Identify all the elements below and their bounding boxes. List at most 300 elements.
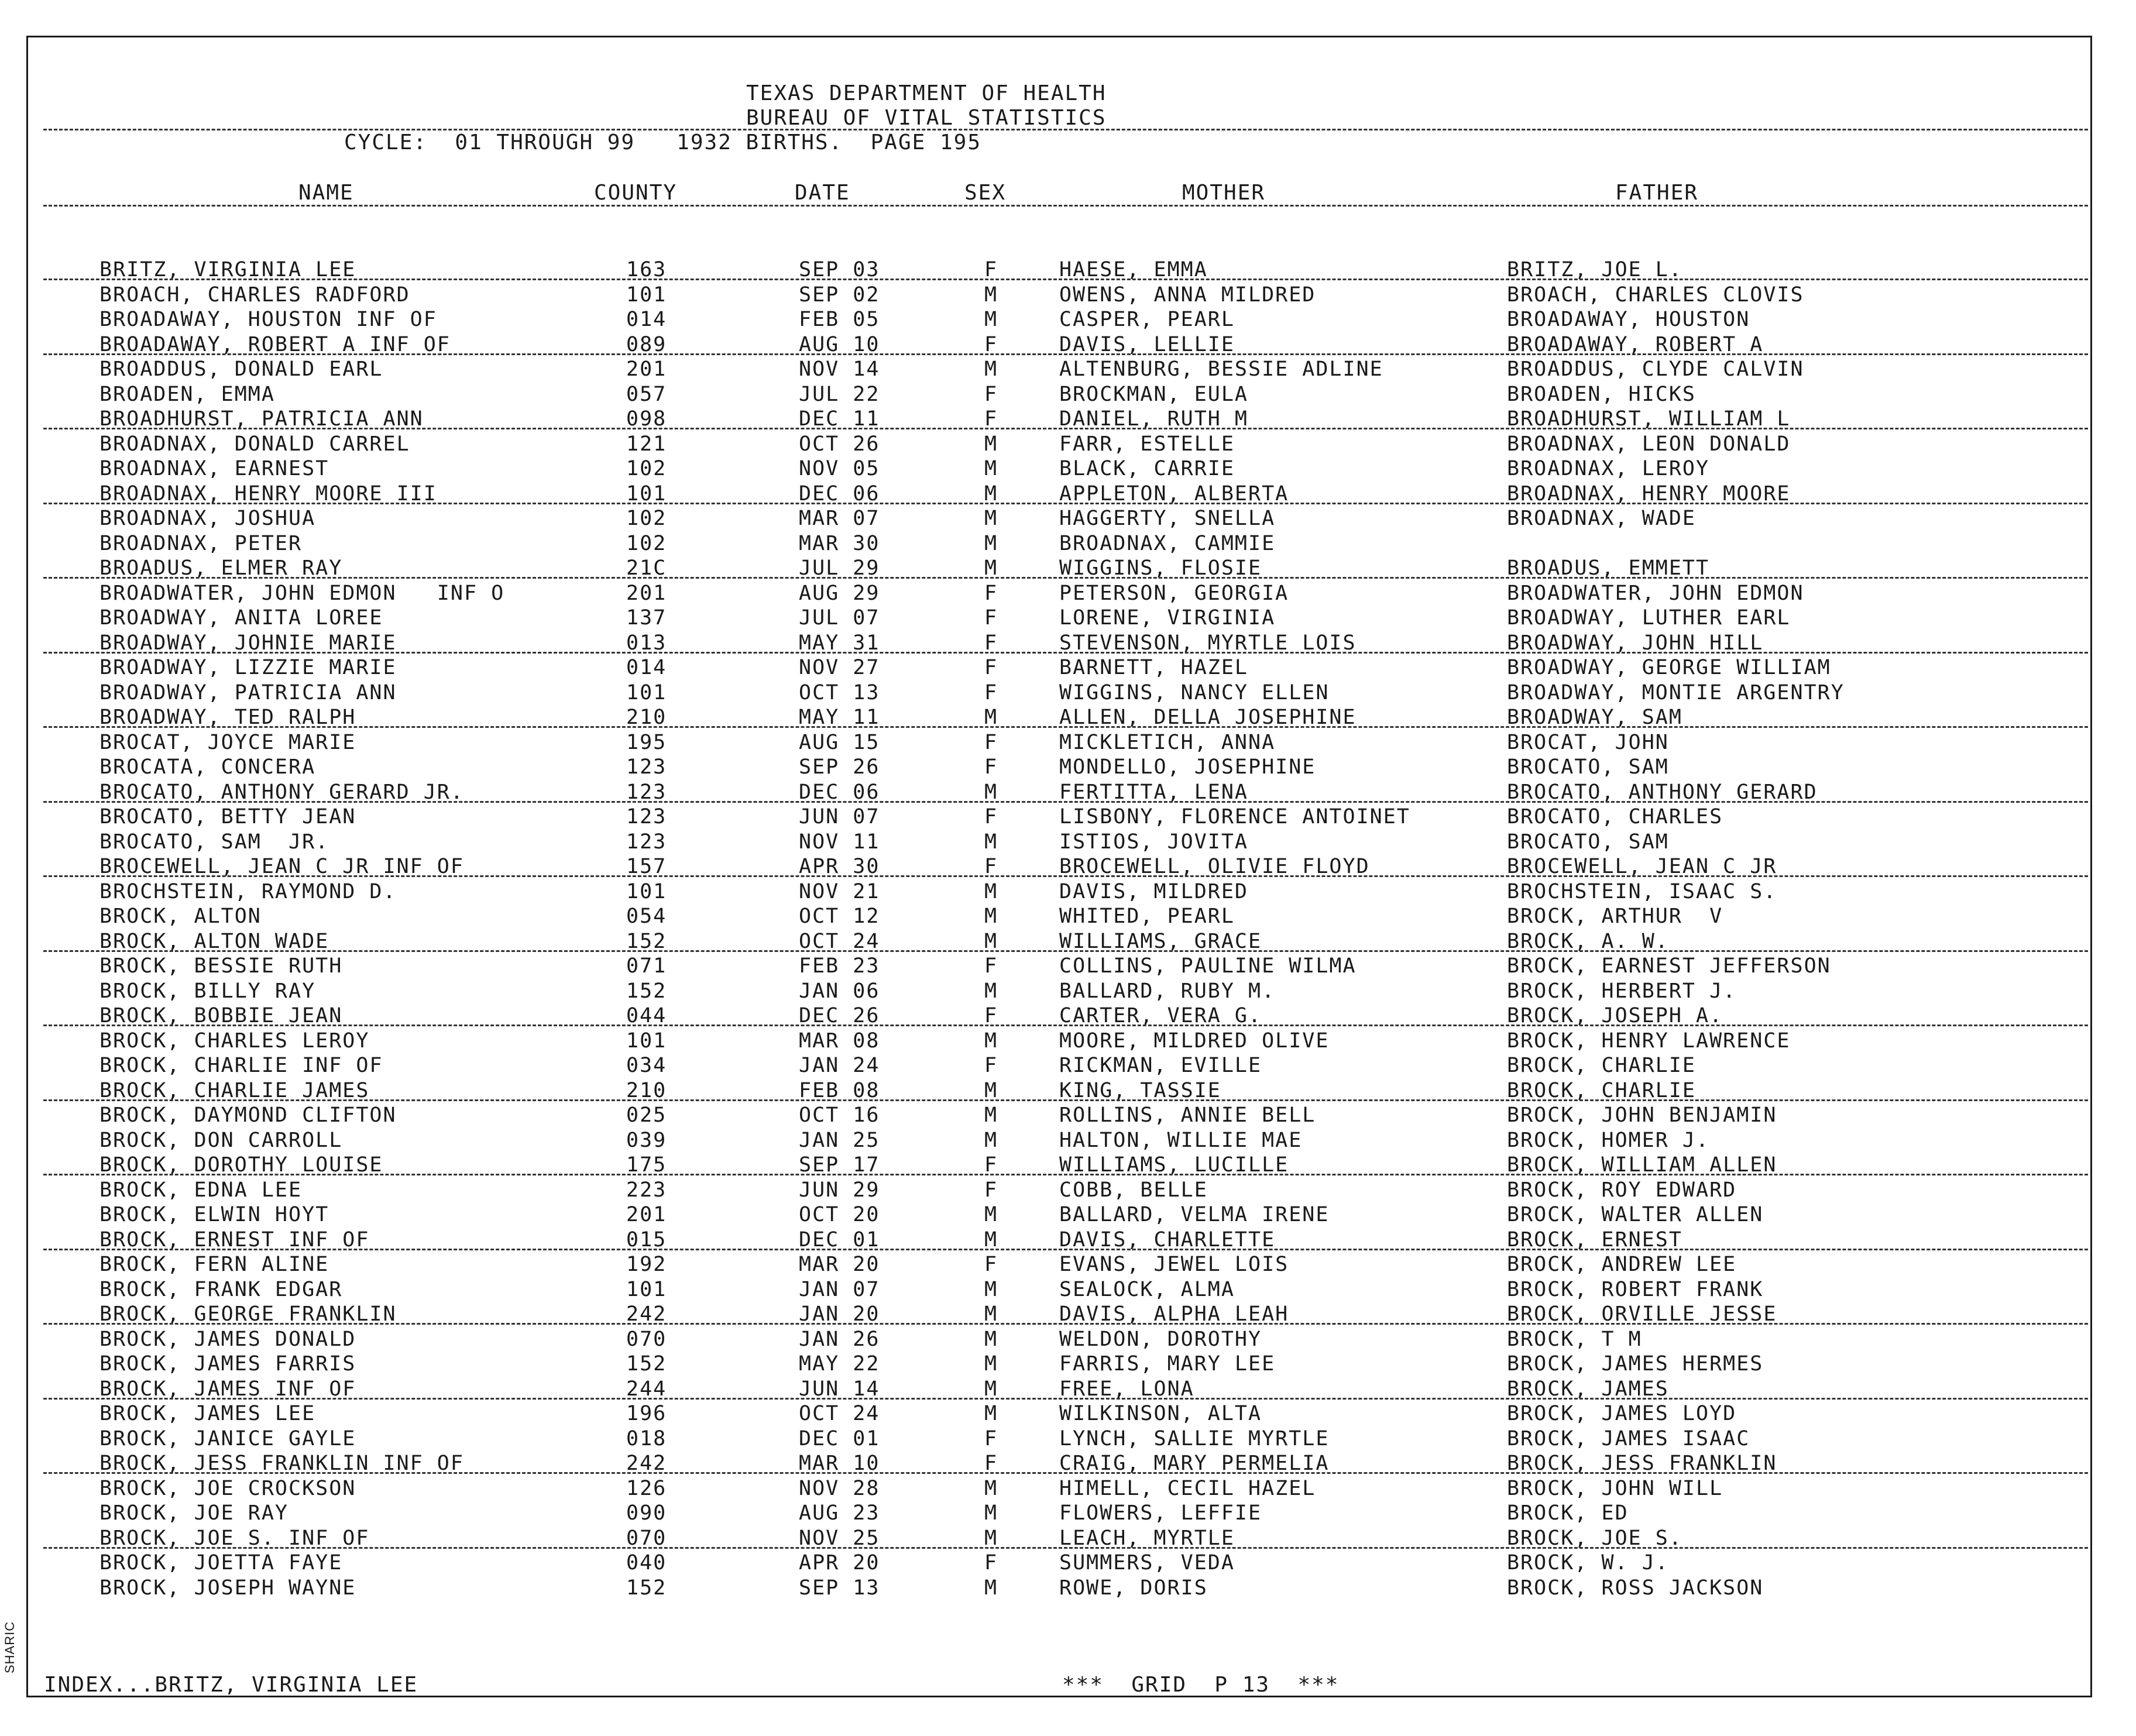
cell-county: 244 [626, 1377, 667, 1401]
row-divider [43, 1323, 2088, 1325]
cell-date: JUL 07 [799, 606, 880, 630]
cell-mother: ALTENBURG, BESSIE ADLINE [1059, 357, 1383, 381]
cell-name: BROADNAX, JOSHUA [99, 507, 316, 530]
cell-father: BROCATO, SAM [1507, 830, 1669, 854]
cell-name: BROCK, JAMES LEE [99, 1402, 316, 1425]
cell-name: BROADHURST, PATRICIA ANN [99, 407, 424, 431]
cell-sex: M [984, 507, 998, 530]
cell-sex: M [984, 308, 998, 331]
column-header-date: DATE [795, 181, 850, 205]
cell-father: BROADWAY, LUTHER EARL [1507, 606, 1791, 630]
cell-mother: HAGGERTY, SNELLA [1059, 507, 1276, 530]
cell-name: BROADWATER, JOHN EDMON INF O [99, 581, 505, 605]
cell-county: 137 [626, 606, 667, 630]
cell-father: BROCK, ED [1507, 1501, 1629, 1525]
cell-sex: F [984, 258, 998, 281]
cell-father: BROCK, ORVILLE JESSE [1507, 1302, 1777, 1326]
cell-mother: MONDELLO, JOSEPHINE [1059, 755, 1316, 779]
cell-name: BROCK, DAYMOND CLIFTON [99, 1104, 397, 1127]
cell-mother: KING, TASSIE [1059, 1078, 1221, 1102]
cell-date: SEP 03 [799, 258, 880, 281]
cell-name: BROCK, BOBBIE JEAN [99, 1004, 343, 1027]
cell-father: BROCK, A. W. [1507, 929, 1669, 953]
cell-date: OCT 12 [799, 905, 880, 928]
cell-date: FEB 05 [799, 308, 880, 331]
table-row [0, 382, 2136, 407]
column-header-name: NAME [298, 181, 354, 205]
cell-mother: FREE, LONA [1059, 1377, 1194, 1401]
table-row [0, 506, 2136, 531]
cell-name: BRITZ, VIRGINIA LEE [99, 258, 356, 281]
cell-name: BROCK, ELWIN HOYT [99, 1203, 329, 1226]
cell-mother: WILKINSON, ALTA [1059, 1402, 1262, 1425]
cell-mother: CRAIG, MARY PERMELIA [1059, 1452, 1330, 1475]
cell-date: SEP 02 [799, 283, 880, 307]
cell-county: 201 [626, 1203, 667, 1226]
cell-date: DEC 06 [799, 780, 880, 804]
table-row [0, 456, 2136, 481]
cell-father: BROCK, CHARLIE [1507, 1078, 1697, 1102]
cell-county: 157 [626, 855, 667, 878]
cell-date: MAR 30 [799, 531, 880, 555]
cell-sex: M [984, 1029, 998, 1053]
cell-name: BROCEWELL, JEAN C JR INF OF [99, 855, 464, 878]
cell-county: 101 [626, 482, 667, 506]
cell-date: APR 30 [799, 855, 880, 878]
cell-date: JUN 07 [799, 805, 880, 829]
cell-county: 242 [626, 1302, 667, 1326]
cell-name: BROADWAY, TED RALPH [99, 706, 356, 729]
cell-name: BROADUS, ELMER RAY [99, 556, 343, 580]
row-divider [43, 1398, 2088, 1400]
cell-sex: F [984, 730, 998, 754]
cell-date: FEB 23 [799, 954, 880, 978]
cell-sex: F [984, 1004, 998, 1027]
cell-father: BRITZ, JOE L. [1507, 258, 1682, 281]
cell-date: OCT 24 [799, 1402, 880, 1425]
cell-sex: M [984, 905, 998, 928]
cell-date: MAY 31 [799, 631, 880, 655]
cell-mother: WIGGINS, NANCY ELLEN [1059, 680, 1330, 704]
cell-mother: APPLETON, ALBERTA [1059, 482, 1289, 506]
cell-sex: M [984, 357, 998, 381]
cell-date: MAR 10 [799, 1452, 880, 1475]
cell-county: 098 [626, 407, 667, 431]
cell-father: BROCK, WILLIAM ALLEN [1507, 1153, 1777, 1177]
cell-sex: M [984, 1203, 998, 1226]
cell-father: BROADAWAY, ROBERT A [1507, 332, 1764, 356]
cell-name: BROCK, JESS FRANKLIN INF OF [99, 1452, 464, 1475]
cell-sex: F [984, 606, 998, 630]
cell-father: BROADUS, EMMETT [1507, 556, 1710, 580]
cell-mother: HALTON, WILLIE MAE [1059, 1128, 1303, 1152]
cell-county: 057 [626, 382, 667, 406]
cell-date: JAN 07 [799, 1277, 880, 1301]
table-row [0, 1103, 2136, 1127]
cell-name: BROCK, JANICE GAYLE [99, 1426, 356, 1450]
cell-date: JAN 26 [799, 1327, 880, 1351]
table-row [0, 655, 2136, 680]
cell-father: BROCATO, CHARLES [1507, 805, 1723, 829]
cell-name: BROCK, FRANK EDGAR [99, 1277, 343, 1301]
cell-sex: M [984, 1078, 998, 1102]
cell-date: JAN 20 [799, 1302, 880, 1326]
cell-father: BROCK, JOSEPH A. [1507, 1004, 1723, 1027]
cell-sex: F [984, 855, 998, 878]
table-row [0, 1178, 2136, 1202]
cell-date: SEP 26 [799, 755, 880, 779]
cell-sex: F [984, 1551, 998, 1575]
row-divider [43, 577, 2088, 579]
column-header-sex: SEX [964, 181, 1007, 205]
cell-father: BROADHURST, WILLIAM L [1507, 407, 1791, 431]
cell-date: NOV 14 [799, 357, 880, 381]
cell-sex: F [984, 656, 998, 679]
cell-mother: LYNCH, SALLIE MYRTLE [1059, 1426, 1330, 1450]
cell-county: 071 [626, 954, 667, 978]
cell-name: BROCK, JOE S. INF OF [99, 1526, 370, 1550]
table-row [0, 830, 2136, 854]
cell-date: AUG 29 [799, 581, 880, 605]
row-divider [43, 950, 2088, 952]
cell-date: JAN 06 [799, 979, 880, 1003]
cell-name: BROCK, EDNA LEE [99, 1178, 303, 1202]
cell-county: 126 [626, 1476, 667, 1500]
row-divider [43, 1249, 2088, 1250]
cell-mother: FERTITTA, LENA [1059, 780, 1249, 804]
cell-mother: SEALOCK, ALMA [1059, 1277, 1235, 1301]
column-header-father: FATHER [1615, 181, 1699, 205]
cell-father: BROCK, JAMES ISAAC [1507, 1426, 1750, 1450]
cell-county: 070 [626, 1327, 667, 1351]
cell-date: OCT 20 [799, 1203, 880, 1226]
cell-county: 044 [626, 1004, 667, 1027]
cell-father: BROCK, ROSS JACKSON [1507, 1576, 1764, 1600]
header-line2: BUREAU OF VITAL STATISTICS [746, 106, 1107, 130]
cell-name: BROACH, CHARLES RADFORD [99, 283, 410, 307]
cell-county: 210 [626, 1078, 667, 1102]
table-row [0, 1202, 2136, 1227]
cell-mother: BARNETT, HAZEL [1059, 656, 1249, 679]
cell-name: BROCK, ERNEST INF OF [99, 1228, 370, 1252]
cell-sex: F [984, 382, 998, 406]
cell-date: SEP 13 [799, 1576, 880, 1600]
cell-mother: DAVIS, ALPHA LEAH [1059, 1302, 1289, 1326]
cell-father: BROADWAY, MONTIE ARGENTRY [1507, 680, 1845, 704]
cell-sex: M [984, 1476, 998, 1500]
cell-mother: LORENE, VIRGINIA [1059, 606, 1276, 630]
cell-name: BROCATO, ANTHONY GERARD JR. [99, 780, 464, 804]
cell-date: MAR 07 [799, 507, 880, 530]
cell-date: NOV 21 [799, 879, 880, 903]
cell-county: 123 [626, 755, 667, 779]
cell-father: BROCK, T M [1507, 1327, 1642, 1351]
cell-county: 014 [626, 308, 667, 331]
cell-date: JUL 22 [799, 382, 880, 406]
cell-name: BROCK, JOSEPH WAYNE [99, 1576, 356, 1600]
cell-sex: F [984, 631, 998, 655]
cell-mother: STEVENSON, MYRTLE LOIS [1059, 631, 1357, 655]
cell-father: BROADNAX, LEROY [1507, 457, 1710, 480]
cell-county: 242 [626, 1452, 667, 1475]
cell-date: JAN 25 [799, 1128, 880, 1152]
cell-county: 101 [626, 1277, 667, 1301]
cell-county: 123 [626, 780, 667, 804]
cell-mother: BROCKMAN, EULA [1059, 382, 1249, 406]
cell-father: BROACH, CHARLES CLOVIS [1507, 283, 1804, 307]
cell-date: JUN 29 [799, 1178, 880, 1202]
cell-sex: F [984, 680, 998, 704]
index-label: INDEX...BRITZ, VIRGINIA LEE [44, 1673, 418, 1697]
cell-date: JUN 14 [799, 1377, 880, 1401]
cell-name: BROADNAX, HENRY MOORE III [99, 482, 437, 506]
cell-father: BROCK, JOHN BENJAMIN [1507, 1104, 1777, 1127]
row-divider [43, 652, 2088, 654]
cell-father: BROCK, JOE S. [1507, 1526, 1682, 1550]
cell-father: BROCK, ROBERT FRANK [1507, 1277, 1764, 1301]
cell-father: BROCK, EARNEST JEFFERSON [1507, 954, 1831, 978]
cell-mother: CARTER, VERA G. [1059, 1004, 1262, 1027]
cell-name: BROCK, JAMES FARRIS [99, 1352, 356, 1376]
cell-name: BROCK, DON CARROLL [99, 1128, 343, 1152]
cell-mother: FLOWERS, LEFFIE [1059, 1501, 1262, 1525]
table-row [0, 1327, 2136, 1352]
cell-name: BROCK, JOE CROCKSON [99, 1476, 356, 1500]
cell-father: BROADAWAY, HOUSTON [1507, 308, 1750, 331]
cell-name: BROCK, JAMES DONALD [99, 1327, 356, 1351]
cell-date: DEC 01 [799, 1228, 880, 1252]
cell-name: BROCAT, JOYCE MARIE [99, 730, 356, 754]
cell-father: BROADDUS, CLYDE CALVIN [1507, 357, 1804, 381]
table-row [0, 1551, 2136, 1575]
cell-sex: F [984, 407, 998, 431]
cell-sex: F [984, 1178, 998, 1202]
cell-mother: SUMMERS, VEDA [1059, 1551, 1235, 1575]
cell-date: NOV 28 [799, 1476, 880, 1500]
cell-name: BROCK, ALTON WADE [99, 929, 329, 953]
cell-sex: M [984, 283, 998, 307]
cell-county: 152 [626, 1576, 667, 1600]
table-row [0, 1501, 2136, 1525]
cell-date: DEC 26 [799, 1004, 880, 1027]
cell-name: BROCK, ALTON [99, 905, 262, 928]
cell-county: 054 [626, 905, 667, 928]
cell-father: BROCK, JAMES HERMES [1507, 1352, 1764, 1376]
cell-mother: WELDON, DOROTHY [1059, 1327, 1262, 1351]
cell-county: 152 [626, 979, 667, 1003]
cell-date: NOV 11 [799, 830, 880, 854]
cell-county: 163 [626, 258, 667, 281]
cell-date: DEC 01 [799, 1426, 880, 1450]
cell-sex: M [984, 1352, 998, 1376]
cell-father: BROADWAY, JOHN HILL [1507, 631, 1764, 655]
cell-name: BROCK, BESSIE RUTH [99, 954, 343, 978]
row-divider [43, 1472, 2088, 1474]
cell-sex: M [984, 780, 998, 804]
side-label: SHARIC [2, 1621, 17, 1673]
cell-mother: DAVIS, CHARLETTE [1059, 1228, 1276, 1252]
cell-name: BROADEN, EMMA [99, 382, 275, 406]
column-header-county: COUNTY [594, 181, 678, 205]
cell-mother: WILLIAMS, LUCILLE [1059, 1153, 1289, 1177]
cell-father: BROCK, HENRY LAWRENCE [1507, 1029, 1791, 1053]
cell-county: 034 [626, 1054, 667, 1077]
cell-sex: M [984, 979, 998, 1003]
cell-county: 102 [626, 507, 667, 530]
cell-mother: ALLEN, DELLA JOSEPHINE [1059, 706, 1357, 729]
cell-name: BROCK, CHARLIE INF OF [99, 1054, 383, 1077]
cell-father: BROADNAX, HENRY MOORE [1507, 482, 1791, 506]
cell-father: BROCK, ERNEST [1507, 1228, 1682, 1252]
cell-county: 014 [626, 656, 667, 679]
cell-date: OCT 24 [799, 929, 880, 953]
table-row [0, 1252, 2136, 1277]
cell-father: BROADEN, HICKS [1507, 382, 1697, 406]
cell-date: OCT 26 [799, 432, 880, 456]
cell-mother: BALLARD, RUBY M. [1059, 979, 1276, 1003]
table-row [0, 283, 2136, 307]
cell-county: 201 [626, 357, 667, 381]
cell-name: BROCK, DOROTHY LOUISE [99, 1153, 383, 1177]
cell-mother: EVANS, JEWEL LOIS [1059, 1253, 1289, 1276]
cell-mother: DANIEL, RUTH M [1059, 407, 1249, 431]
cell-mother: HAESE, EMMA [1059, 258, 1208, 281]
cell-sex: M [984, 929, 998, 953]
cell-mother: ROWE, DORIS [1059, 1576, 1208, 1600]
cell-name: BROCK, GEORGE FRANKLIN [99, 1302, 397, 1326]
cell-name: BROADWAY, LIZZIE MARIE [99, 656, 397, 679]
cell-name: BROADNAX, PETER [99, 531, 303, 555]
cell-father: BROCK, JAMES [1507, 1377, 1669, 1401]
cell-sex: F [984, 1153, 998, 1177]
cell-name: BROCK, FERN ALINE [99, 1253, 329, 1276]
cell-name: BROADNAX, DONALD CARREL [99, 432, 410, 456]
table-row [0, 904, 2136, 929]
cell-date: NOV 27 [799, 656, 880, 679]
cell-sex: M [984, 1327, 998, 1351]
cell-county: 152 [626, 929, 667, 953]
table-row [0, 581, 2136, 606]
cell-mother: ROLLINS, ANNIE BELL [1059, 1104, 1316, 1127]
cycle-line: CYCLE: 01 THROUGH 99 1932 BIRTHS. PAGE 195 [344, 130, 981, 154]
cell-mother: PETERSON, GEORGIA [1059, 581, 1289, 605]
row-divider [43, 428, 2088, 429]
cell-date: OCT 16 [799, 1104, 880, 1127]
table-row [0, 1352, 2136, 1376]
table-row [0, 680, 2136, 705]
cell-sex: M [984, 432, 998, 456]
cell-sex: M [984, 1104, 998, 1127]
cell-name: BROADAWAY, ROBERT A INF OF [99, 332, 451, 356]
cell-county: 102 [626, 531, 667, 555]
cell-date: NOV 05 [799, 457, 880, 480]
cell-date: NOV 25 [799, 1526, 880, 1550]
cell-sex: M [984, 1576, 998, 1600]
cell-father: BROCK, ANDREW LEE [1507, 1253, 1737, 1276]
cell-sex: M [984, 1277, 998, 1301]
cell-name: BROCK, JOETTA FAYE [99, 1551, 343, 1575]
cell-mother: WIGGINS, FLOSIE [1059, 556, 1262, 580]
cell-sex: F [984, 1452, 998, 1475]
cell-mother: HIMELL, CECIL HAZEL [1059, 1476, 1316, 1500]
table-row [0, 1277, 2136, 1302]
cell-sex: M [984, 1128, 998, 1152]
row-divider [43, 279, 2088, 280]
cell-sex: F [984, 1253, 998, 1276]
cell-name: BROADWAY, ANITA LOREE [99, 606, 383, 630]
cell-name: BROCATA, CONCERA [99, 755, 316, 779]
cell-father: BROCK, JESS FRANKLIN [1507, 1452, 1777, 1475]
cell-mother: BALLARD, VELMA IRENE [1059, 1203, 1330, 1226]
cell-mother: LISBONY, FLORENCE ANTOINET [1059, 805, 1410, 829]
column-header-mother: MOTHER [1182, 181, 1266, 205]
cell-mother: DAVIS, LELLIE [1059, 332, 1235, 356]
table-row [0, 1029, 2136, 1053]
cell-county: 21C [626, 556, 667, 580]
cell-name: BROCHSTEIN, RAYMOND D. [99, 879, 397, 903]
cell-date: DEC 06 [799, 482, 880, 506]
cell-father: BROADWAY, SAM [1507, 706, 1682, 729]
cell-sex: F [984, 332, 998, 356]
cell-sex: M [984, 1228, 998, 1252]
cell-name: BROADNAX, EARNEST [99, 457, 329, 480]
row-divider [43, 353, 2088, 355]
table-row [0, 755, 2136, 779]
cell-name: BROCK, CHARLES LEROY [99, 1029, 370, 1053]
cell-name: BROCK, JAMES INF OF [99, 1377, 356, 1401]
cell-name: BROADWAY, PATRICIA ANN [99, 680, 397, 704]
cell-county: 015 [626, 1228, 667, 1252]
cell-father: BROCK, ARTHUR V [1507, 905, 1723, 928]
cell-father: BROCATO, SAM [1507, 755, 1669, 779]
cell-mother: WILLIAMS, GRACE [1059, 929, 1262, 953]
table-row [0, 531, 2136, 556]
row-divider [43, 801, 2088, 803]
cell-mother: FARR, ESTELLE [1059, 432, 1235, 456]
cell-county: 070 [626, 1526, 667, 1550]
table-row [0, 357, 2136, 381]
cell-mother: BROCEWELL, OLIVIE FLOYD [1059, 855, 1370, 878]
table-row [0, 805, 2136, 829]
cell-name: BROCK, JOE RAY [99, 1501, 289, 1525]
cell-county: 101 [626, 680, 667, 704]
cell-father: BROCK, CHARLIE [1507, 1054, 1697, 1077]
cell-father: BROCHSTEIN, ISAAC S. [1507, 879, 1777, 903]
row-divider [43, 875, 2088, 877]
cell-county: 175 [626, 1153, 667, 1177]
cell-father: BROCK, JOHN WILL [1507, 1476, 1723, 1500]
cell-date: APR 20 [799, 1551, 880, 1575]
cell-father: BROADWATER, JOHN EDMON [1507, 581, 1804, 605]
cell-sex: M [984, 556, 998, 580]
cell-name: BROCATO, BETTY JEAN [99, 805, 356, 829]
cell-sex: F [984, 581, 998, 605]
cell-mother: COLLINS, PAULINE WILMA [1059, 954, 1357, 978]
cell-mother: OWENS, ANNA MILDRED [1059, 283, 1316, 307]
cell-name: BROADWAY, JOHNIE MARIE [99, 631, 397, 655]
cell-mother: MOORE, MILDRED OLIVE [1059, 1029, 1330, 1053]
table-row [0, 1426, 2136, 1451]
cell-county: 089 [626, 332, 667, 356]
cell-father: BROCK, WALTER ALLEN [1507, 1203, 1764, 1226]
row-divider [43, 1547, 2088, 1549]
cell-name: BROCK, BILLY RAY [99, 979, 316, 1003]
cell-sex: M [984, 1402, 998, 1425]
header-line1: TEXAS DEPARTMENT OF HEALTH [746, 81, 1107, 105]
cell-mother: BROADNAX, CAMMIE [1059, 531, 1276, 555]
cell-date: AUG 23 [799, 1501, 880, 1525]
cell-date: OCT 13 [799, 680, 880, 704]
